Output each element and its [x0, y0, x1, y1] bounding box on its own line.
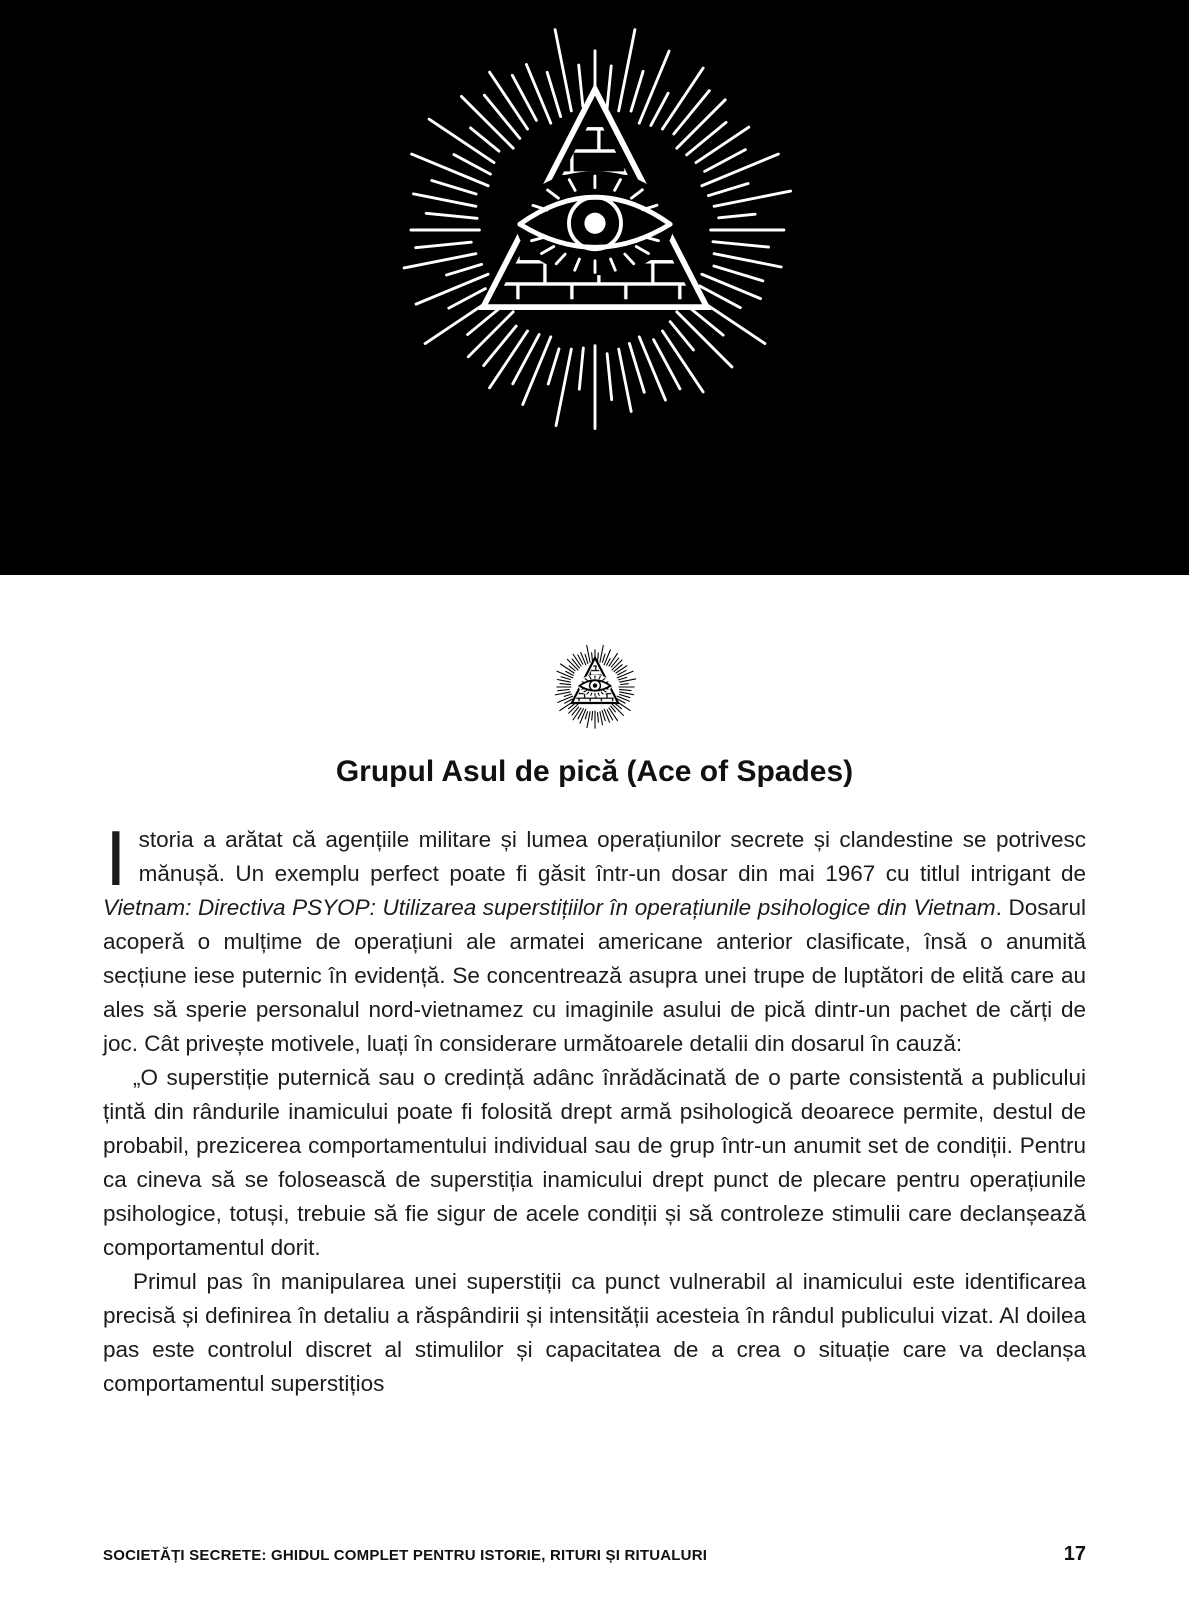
- paragraph-1: [103, 814, 1086, 1061]
- chapter-title: Grupul Asul de pică (Ace of Spades): [335, 755, 854, 788]
- book-title-italic: Vietnam: Directiva PSYOP: Utilizarea superstițiilor în operațiunile psihologice din Vietnam: [103, 895, 996, 920]
- paragraph-1-text: storia a arătat că agențiile militare și lumea operațiunilor secrete și clandestine se potrivesc mănușă. Un exemplu perfect poate fi găsit într-un dosar din mai 1967 cu titlul intrigant de: [138, 827, 1086, 886]
- paragraph-2: „O superstiție puternică sau o credință adânc înrădăcinată de o parte consistentă a publicului țintă din rândurile inamicului poate fi folosită drept armă psihologică deoarece permite, destul de probabil, prezicerea comportamentului individual sau de grup într-un anumit set de condiții. Pentru ca cineva să se folosească de superstiția inamicului drept punct de plecare pentru operațiunile psihologice, totuși, trebuie să fie sigur de acele condiții și să controleze stimulii care declanșează comportamentul dorit.: [103, 1065, 1086, 1260]
- running-footer-title: SOCIETĂȚI SECRETE: GHIDUL COMPLET PENTRU ISTORIE, RITURI ȘI RITUALURI: [103, 1547, 708, 1564]
- pyramid-eye-icon: [551, 643, 639, 731]
- paragraph-1-text-continued: . Dosarul acoperă o mulțime de operațiuni ale armatei americane anterior clasificate, însă o anumită secțiune iese puternic în evidență. Se concentrează asupra unei trupe de luptători de elită care au ales să sperie personalul nord-vietnamez cu imaginile asului de pică dintr-un pachet de cărți de joc. Cât privește motivele, luați în considerare următoarele detalii din dosarul în cauză:: [103, 895, 1086, 1056]
- all-seeing-eye-pyramid-icon: [383, 18, 807, 442]
- page-content: [0, 643, 1189, 1401]
- chapter-banner: [0, 0, 1189, 575]
- page-number: 17: [1063, 1543, 1086, 1565]
- drop-cap: I: [105, 814, 127, 902]
- page-footer: [103, 1543, 1086, 1566]
- section-divider: [103, 643, 1086, 731]
- paragraph-3: Primul pas în manipularea unei superstiții ca punct vulnerabil al inamicului este identificarea precisă și definirea în detaliu a răspândirii și intensității acesteia în rândul publicului vizat. Al doilea pas este controlul discret al stimulilor și capacitatea de a crea o situație care va declanșa comportamentul superstițios: [103, 1269, 1086, 1396]
